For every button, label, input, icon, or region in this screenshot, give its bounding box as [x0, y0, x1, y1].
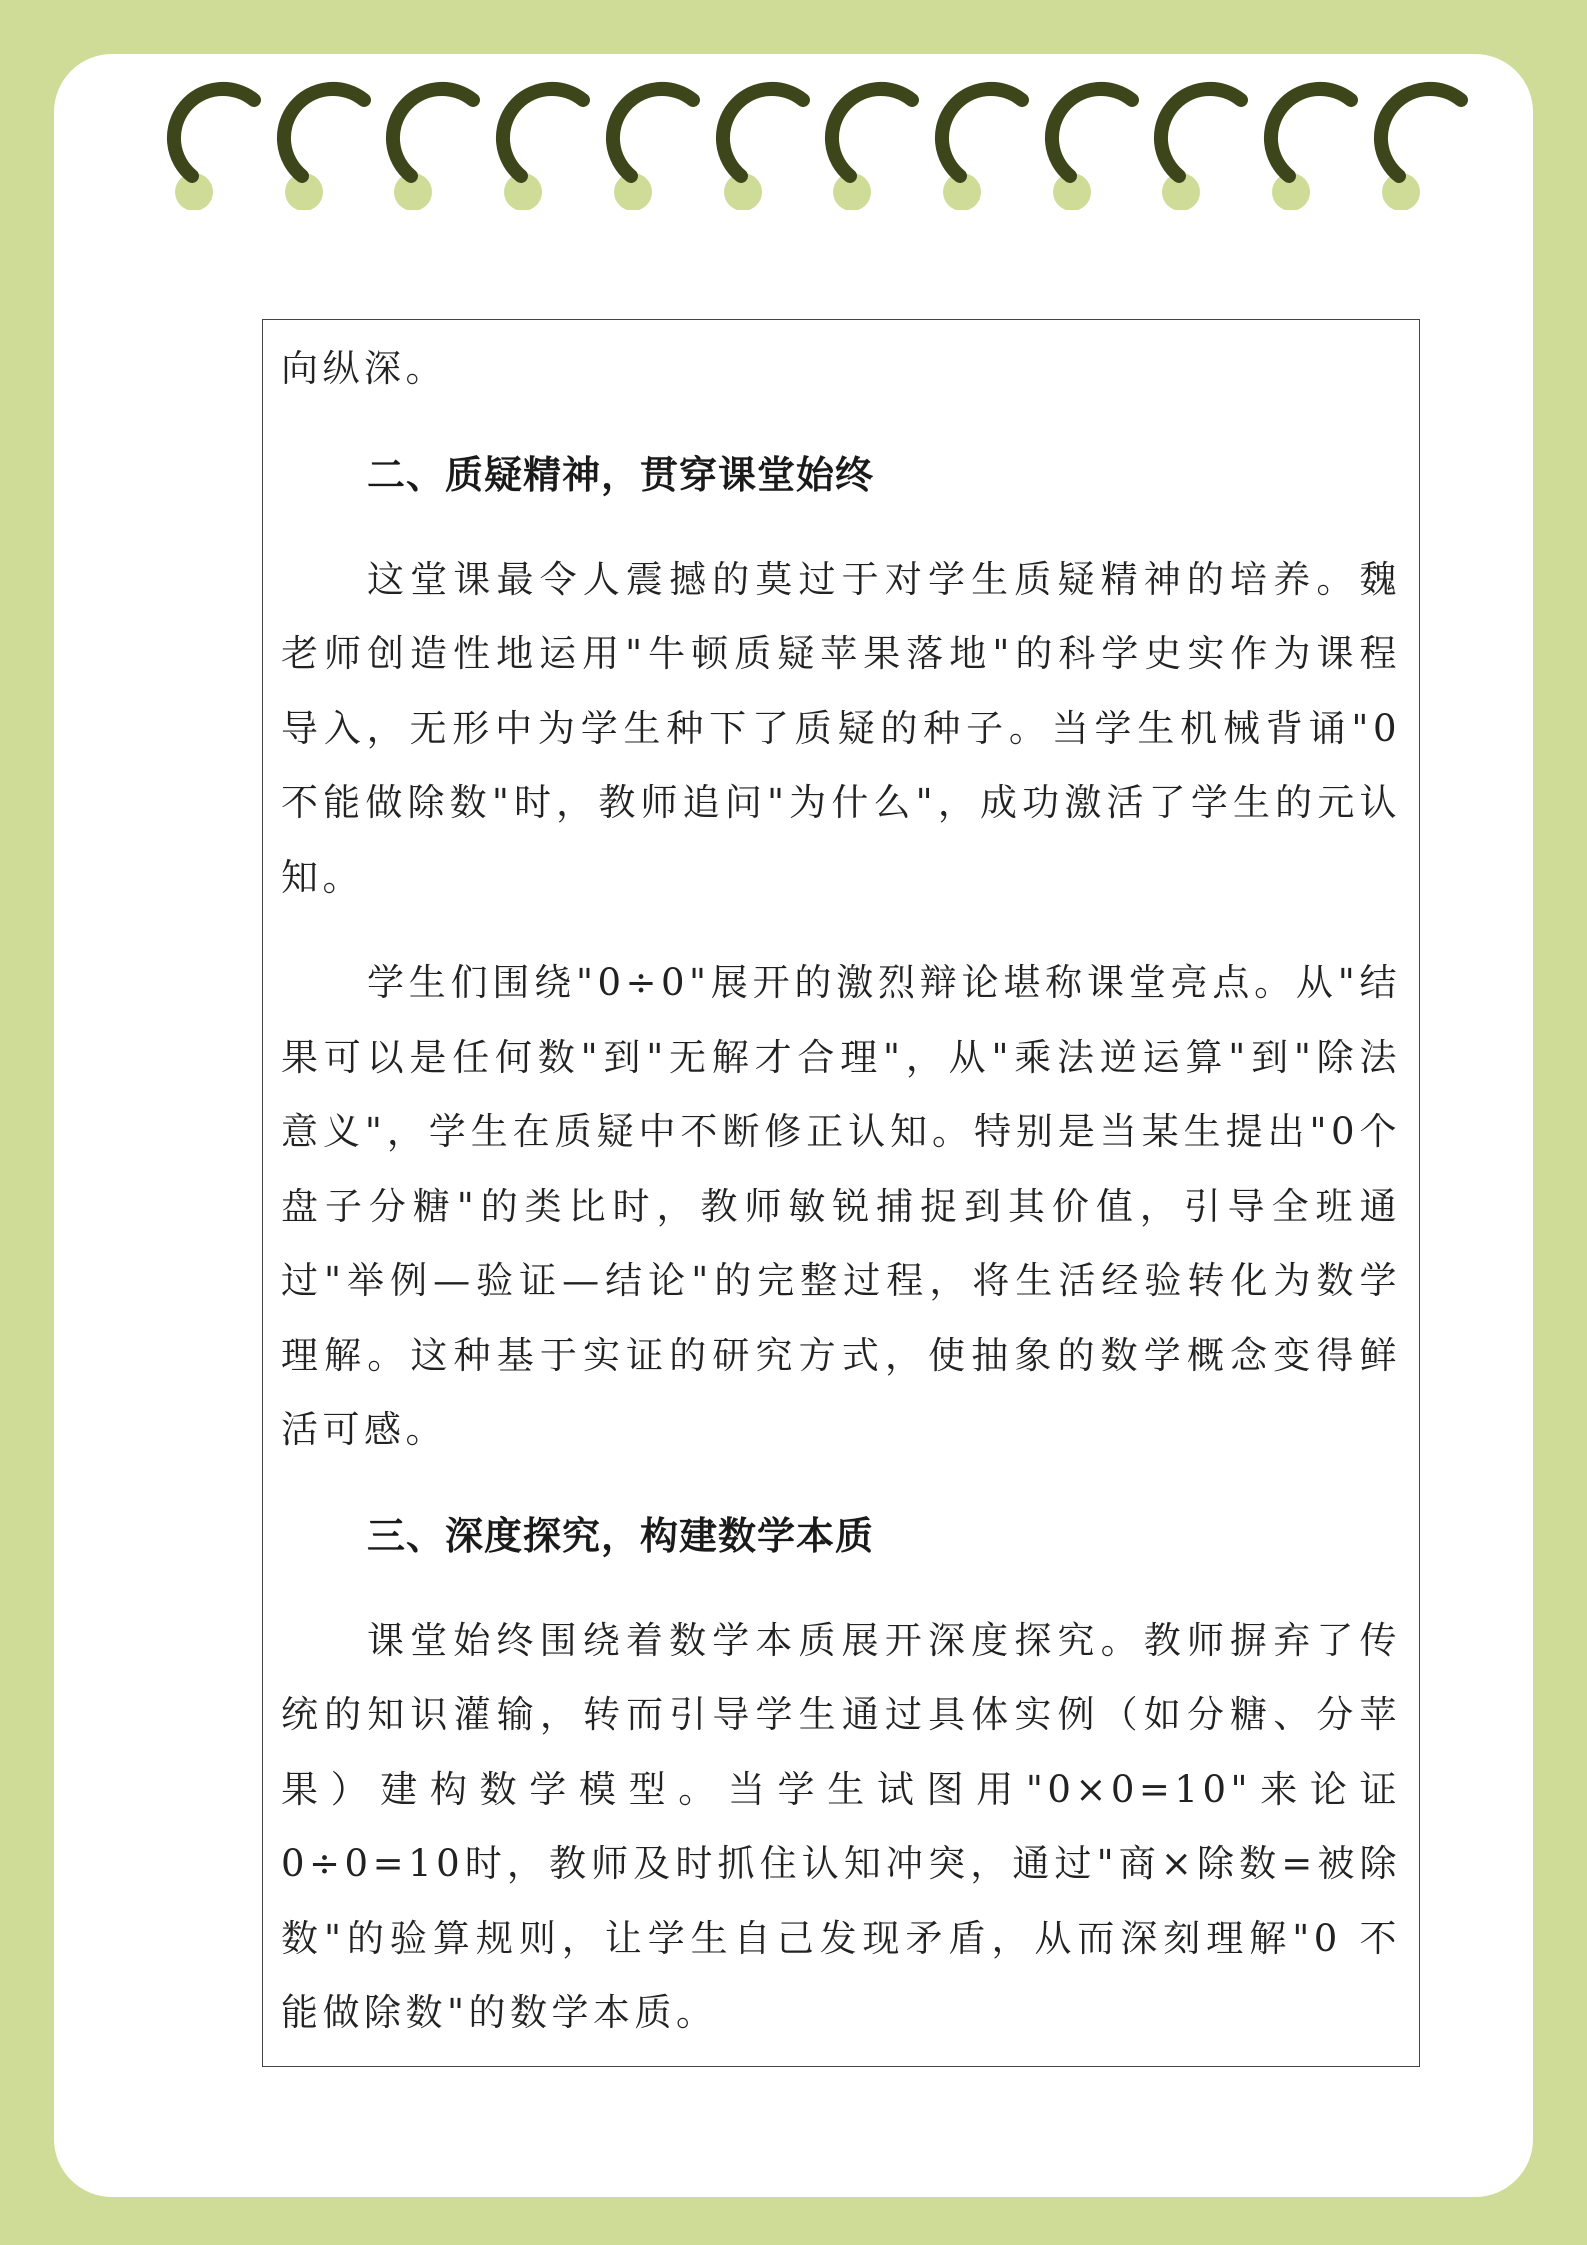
paragraph-3-1: 课堂始终围绕着数学本质展开深度探究。教师摒弃了传统的知识灌输，转而引导学生通过具体实例（如分糖、分苹果）建构数学模型。当学生试图用"0×0=10"来论证 0÷0=10时，教师及时抓住认知冲突，通过"商×除数=被除数"的验算规则，让学生自己发现矛盾，从而深刻理解"0 不能做除数"的数学本质。: [281, 1618, 1401, 2034]
binder-ring-icon: [599, 72, 701, 210]
notebook-page: [54, 54, 1533, 2197]
binder-ring-icon: [928, 72, 1030, 210]
paragraph-2-2: 学生们围绕"0÷0"展开的激烈辩论堪称课堂亮点。从"结果可以是任何数"到"无解才合理"，从"乘法逆运算"到"除法意义"，学生在质疑中不断修正认知。特别是当某生提出"0个盘子分糖"的类比时，教师敏锐捕捉到其价值，引导全班通过"举例—验证—结论"的完整过程，将生活经验转化为数学理解。这种基于实证的研究方式，使抽象的数学概念变得鲜活可感。: [281, 961, 1401, 1451]
section-heading-2: 二、质疑精神，贯穿课堂始终: [367, 452, 875, 497]
binder-ring-icon: [1038, 72, 1140, 210]
binder-ring-icon: [1367, 72, 1469, 210]
binder-ring-icon: [379, 72, 481, 210]
binder-ring-icon: [270, 72, 372, 210]
binder-ring-icon: [818, 72, 920, 210]
binder-ring-icon: [1147, 72, 1249, 210]
binder-ring-icon: [709, 72, 811, 210]
intro-line: 向纵深。: [281, 347, 447, 390]
binder-ring-icon: [489, 72, 591, 210]
binder-ring-icon: [160, 72, 262, 210]
paragraph-2-1: 这堂课最令人震撼的莫过于对学生质疑精神的培养。魏老师创造性地运用"牛顿质疑苹果落地"的科学史实作为课程导入，无形中为学生种下了质疑的种子。当学生机械背诵"0不能做除数"时，教师追问"为什么"，成功激活了学生的元认知。: [281, 557, 1401, 899]
section-heading-3: 三、深度探究，构建数学本质: [367, 1513, 875, 1558]
content-frame: [262, 319, 1420, 2067]
binder-ring-icon: [1257, 72, 1359, 210]
